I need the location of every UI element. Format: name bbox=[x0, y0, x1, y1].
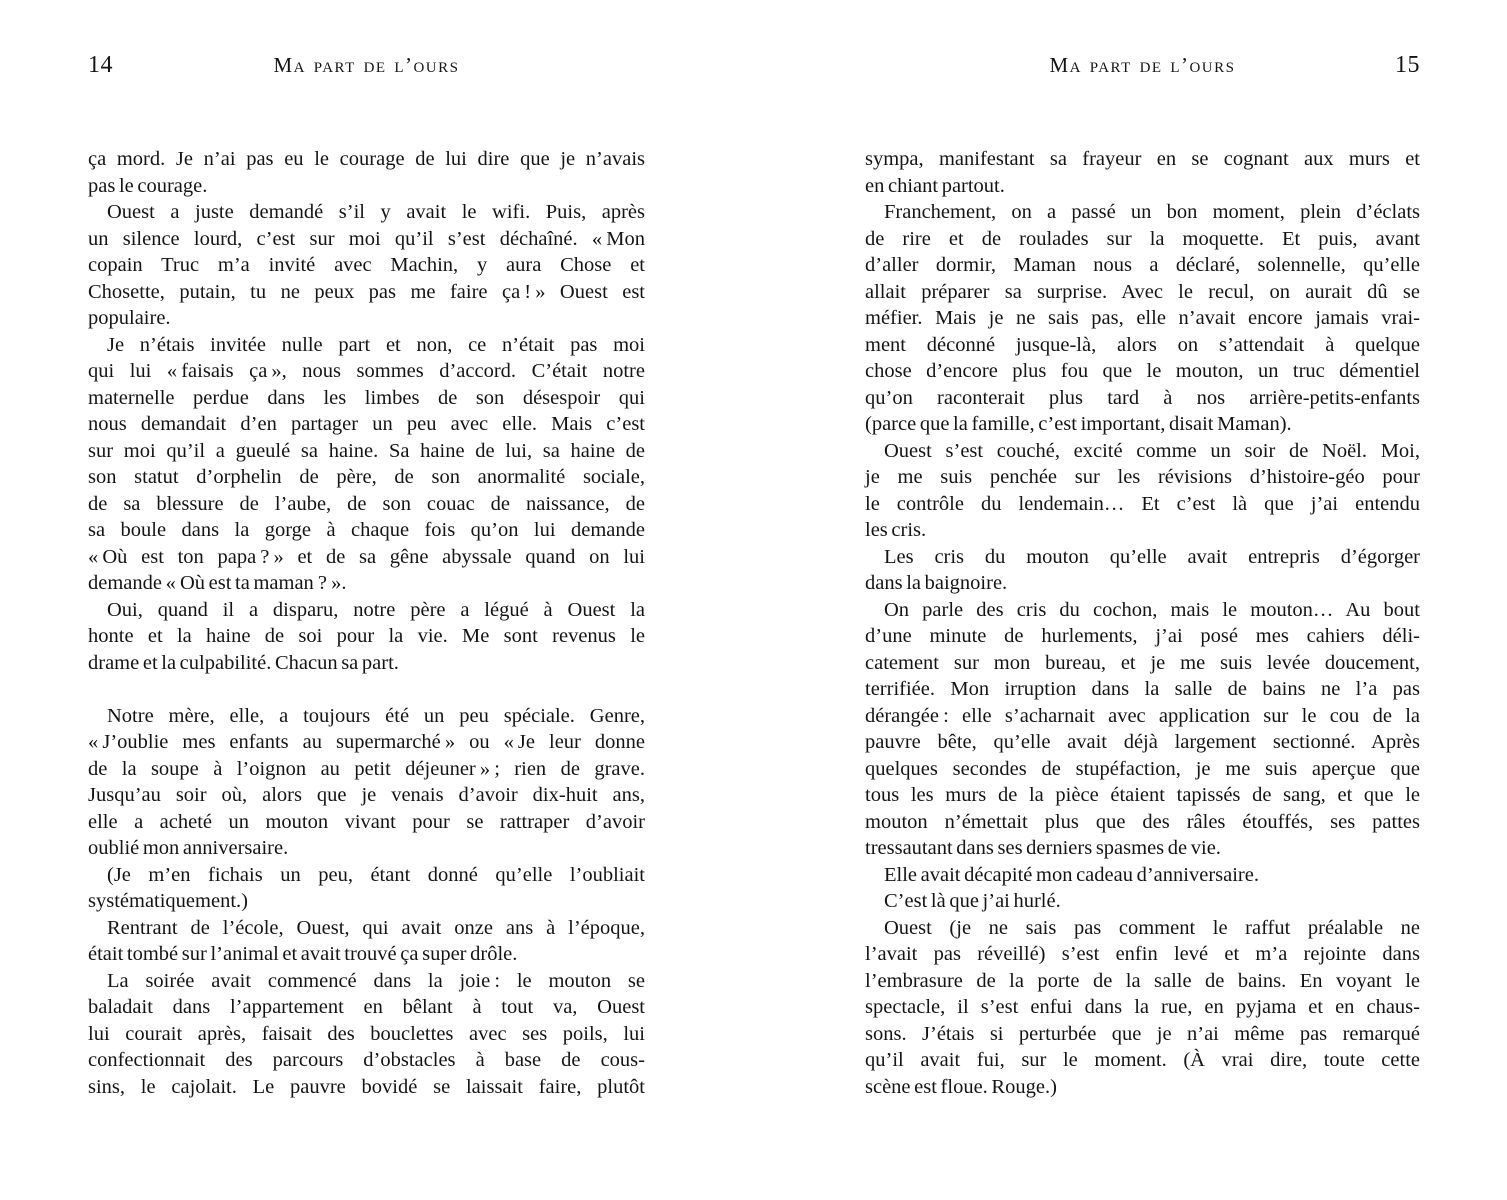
text-line: Notre mère, elle, a toujours été un peu spéciale. Genre, bbox=[107, 704, 645, 727]
text-line: ça mord. Je n’ai pas eu le courage de lui dire que je n’avais bbox=[88, 148, 645, 170]
text-line: sympa, manifestant sa frayeur en se cognant aux murs et bbox=[865, 148, 1420, 170]
text-line: nous demandait d’en partager un peu avec elle. Mais c’est bbox=[88, 413, 645, 435]
text-line: Ouest s’est couché, excité comme un soir de Noël. Moi, bbox=[884, 439, 1420, 462]
paragraph bbox=[865, 597, 1420, 862]
text-line: de rire et de roulades sur la moquette. Et puis, avant bbox=[865, 227, 1420, 250]
text-line: ment déconné jusque-là, alors on s’attendait à quelque bbox=[865, 333, 1420, 356]
text-line: de sa blessure de l’aube, de son couac de naissance, de bbox=[88, 492, 645, 515]
text-line: confectionnait des parcours d’obstacles à base de cous- bbox=[88, 1049, 645, 1071]
paragraph bbox=[865, 915, 1420, 1101]
text-line: C’est là que j’ai hurlé. bbox=[884, 890, 1061, 912]
text-line: sur moi qu’il a gueulé sa haine. Sa haine de lui, sa haine de bbox=[88, 439, 645, 462]
text-line: systématiquement.) bbox=[88, 890, 248, 912]
paragraph bbox=[88, 862, 645, 915]
text-line: de la soupe à l’oignon au petit déjeuner » ; rien de grave. bbox=[88, 757, 645, 780]
running-head-right bbox=[865, 50, 1420, 80]
text-line: Rentrant de l’école, Ouest, qui avait onze ans à l’époque, bbox=[107, 916, 645, 939]
text-line: « J’oublie mes enfants au supermarché » ou « Je leur donne bbox=[88, 731, 645, 753]
paragraph bbox=[88, 968, 645, 1101]
text-line: lui courait après, faisait des bouclettes avec ses poils, lui bbox=[88, 1022, 645, 1045]
text-line: Elle avait décapité mon cadeau d’anniversaire. bbox=[884, 863, 1259, 886]
text-line: d’une minute de hurlements, j’ai posé mes cahiers déli- bbox=[865, 625, 1420, 647]
paragraph bbox=[865, 544, 1420, 597]
text-line: tressautant dans ses derniers spasmes de vie. bbox=[865, 837, 1221, 859]
page-body-left bbox=[88, 146, 645, 1100]
text-line: en chiant partout. bbox=[865, 174, 1005, 197]
paragraph bbox=[865, 199, 1420, 438]
paragraph bbox=[865, 146, 1420, 199]
text-line: Ouest (je ne sais pas comment le raffut préalable ne bbox=[884, 916, 1420, 939]
text-line: sons. J’étais si perturbée que je n’ai même pas remarqué bbox=[865, 1022, 1420, 1045]
text-line: La soirée avait commencé dans la joie : le mouton se bbox=[107, 969, 645, 992]
text-line: scène est floue. Rouge.) bbox=[865, 1075, 1057, 1098]
paragraph bbox=[88, 199, 645, 332]
paragraph bbox=[88, 146, 645, 199]
text-line: pauvre bête, qu’elle avait déjà largement sectionné. Après bbox=[865, 731, 1420, 753]
page-body-right bbox=[865, 146, 1420, 1100]
text-line: qui lui « faisais ça », nous sommes d’accord. C’était notre bbox=[88, 360, 645, 382]
text-line: populaire. bbox=[88, 307, 171, 329]
text-line: (Je m’en fichais un peu, étant donné qu’elle l’oubliait bbox=[107, 863, 645, 886]
text-line: était tombé sur l’animal et avait trouvé ça super drôle. bbox=[88, 943, 518, 965]
text-line: (parce que la famille, c’est important, disait Maman). bbox=[865, 413, 1292, 435]
text-line: Chosette, putain, tu ne peux pas me faire ça ! » Ouest est bbox=[88, 280, 645, 303]
text-line: d’aller dormir, Maman nous a déclaré, solennelle, qu’elle bbox=[865, 254, 1420, 276]
text-line: l’avait pas réveillé) s’est enfin levé et m’a rejointe dans bbox=[865, 943, 1420, 965]
paragraph bbox=[865, 888, 1420, 915]
text-line: les cris. bbox=[865, 519, 927, 541]
text-line: chose d’encore plus fou que le mouton, un truc démentiel bbox=[865, 360, 1420, 382]
text-line: qu’il avait fui, sur le moment. (À vrai dire, toute cette bbox=[865, 1049, 1420, 1071]
text-line: copain Truc m’a invité avec Machin, y aura Chose et bbox=[88, 254, 645, 276]
text-line: son statut d’orphelin de père, de son anormalité sociale, bbox=[88, 466, 645, 488]
text-line: qu’on raconterait plus tard à nos arrière-petits-enfants bbox=[865, 386, 1420, 409]
text-line: allait préparer sa surprise. Avec le recul, on aurait dû se bbox=[865, 280, 1420, 303]
text-line: drame et la culpabilité. Chacun sa part. bbox=[88, 651, 399, 674]
text-line: le contrôle du lendemain… Et c’est là que j’ai entendu bbox=[865, 492, 1420, 515]
text-line: sins, le cajolait. Le pauvre bovidé se laissait faire, plutôt bbox=[88, 1075, 645, 1098]
text-line: quelques secondes de stupéfaction, je me suis aperçue que bbox=[865, 757, 1420, 780]
text-line: « Où est ton papa ? » et de sa gêne abyssale quand on lui bbox=[88, 545, 645, 568]
text-line: Franchement, on a passé un bon moment, plein d’éclats bbox=[884, 201, 1420, 223]
text-line: catement sur mon bureau, et je me suis levée doucement, bbox=[865, 651, 1420, 674]
text-line: honte et la haine de soi pour la vie. Me sont revenus le bbox=[88, 625, 645, 647]
text-line: Jusqu’au soir où, alors que je venais d’avoir dix-huit ans, bbox=[88, 784, 645, 806]
running-title-left: Ma part de l’ours bbox=[273, 53, 460, 77]
text-line: Oui, quand il a disparu, notre père a légué à Ouest la bbox=[107, 598, 645, 621]
text-line: dérangée : elle s’acharnait avec application sur le cou de la bbox=[865, 704, 1420, 727]
paragraph bbox=[88, 332, 645, 597]
text-line: mouton n’émettait plus que des râles étouffés, ses pattes bbox=[865, 810, 1420, 833]
text-line: oublié mon anniversaire. bbox=[88, 837, 289, 859]
paragraph bbox=[865, 438, 1420, 544]
running-head-left bbox=[88, 50, 645, 80]
text-line: pas le courage. bbox=[88, 174, 208, 197]
text-line: dans la baignoire. bbox=[865, 572, 1008, 594]
paragraph bbox=[88, 915, 645, 968]
page-number-left: 14 bbox=[88, 52, 113, 78]
text-line: sa boule dans la gorge à chaque fois qu’on lui demande bbox=[88, 519, 645, 541]
text-line: spectacle, il s’est enfui dans la rue, en pyjama et en chaus- bbox=[865, 996, 1420, 1018]
text-line: je me suis penchée sur les révisions d’histoire-géo pour bbox=[865, 466, 1420, 488]
text-line: On parle des cris du cochon, mais le mouton… Au bout bbox=[884, 598, 1420, 621]
text-line: terrifiée. Mon irruption dans la salle de bains ne l’a pas bbox=[865, 678, 1420, 700]
page-number-right: 15 bbox=[1395, 52, 1420, 78]
text-line: Ouest a juste demandé s’il y avait le wifi. Puis, après bbox=[107, 201, 645, 223]
text-line: demande « Où est ta maman ? ». bbox=[88, 572, 347, 594]
running-title-right: Ma part de l’ours bbox=[1049, 53, 1236, 77]
text-line: Les cris du mouton qu’elle avait entrepris d’égorger bbox=[884, 545, 1420, 568]
paragraph bbox=[88, 597, 645, 677]
text-line: tous les murs de la pièce étaient tapissés de sang, et que le bbox=[865, 784, 1420, 806]
text-line: elle a acheté un mouton vivant pour se rattraper d’avoir bbox=[88, 810, 645, 833]
text-line: Je n’étais invitée nulle part et non, ce n’était pas moi bbox=[107, 333, 645, 356]
text-line: un silence lourd, c’est sur moi qu’il s’est déchaîné. « Mon bbox=[88, 227, 645, 250]
paragraph bbox=[865, 862, 1420, 889]
text-line: baladait dans l’appartement en bêlant à tout va, Ouest bbox=[88, 996, 645, 1018]
text-line: méfier. Mais je ne sais pas, elle n’avait encore jamais vrai- bbox=[865, 307, 1420, 329]
paragraph bbox=[88, 703, 645, 862]
text-line: l’embrasure de la porte de la salle de bains. En voyant le bbox=[865, 969, 1420, 992]
text-line: maternelle perdue dans les limbes de son désespoir qui bbox=[88, 386, 645, 409]
